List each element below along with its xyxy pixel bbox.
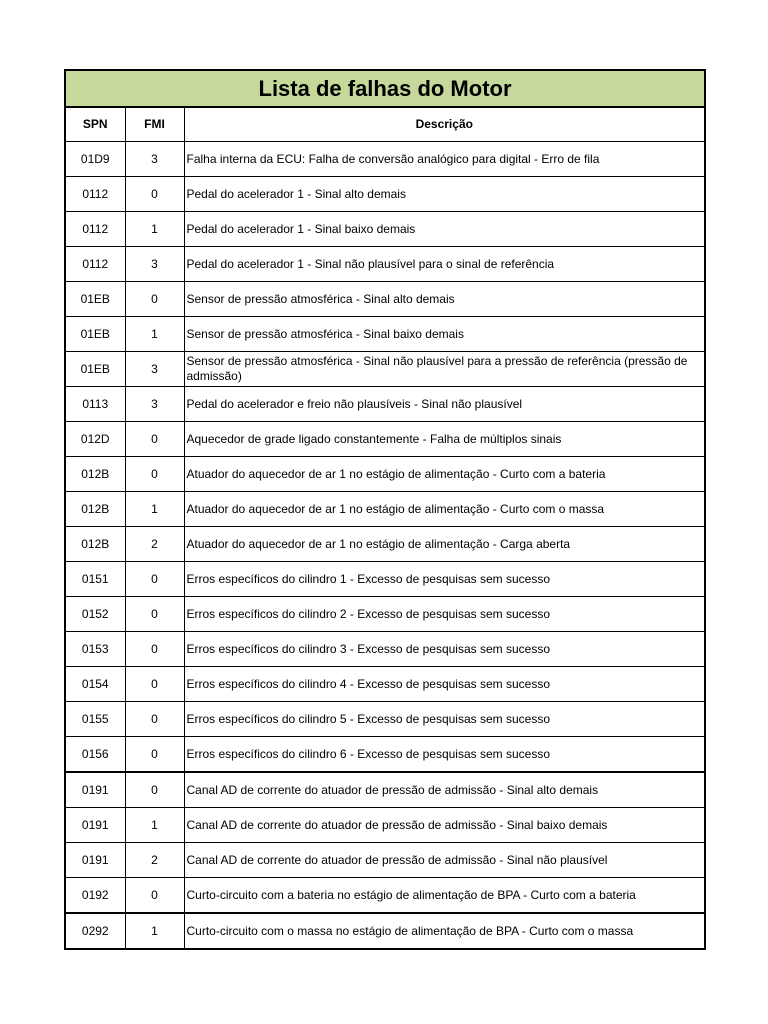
cell-description: Erros específicos do cilindro 4 - Excesso de pesquisas sem sucesso	[184, 667, 705, 702]
cell-description: Atuador do aquecedor de ar 1 no estágio de alimentação - Carga aberta	[184, 527, 705, 562]
cell-description: Canal AD de corrente do atuador de pressão de admissão - Sinal alto demais	[184, 772, 705, 808]
cell-fmi: 3	[125, 387, 184, 422]
cell-fmi: 1	[125, 317, 184, 352]
cell-description: Erros específicos do cilindro 1 - Excesso de pesquisas sem sucesso	[184, 562, 705, 597]
cell-description: Erros específicos do cilindro 5 - Excesso de pesquisas sem sucesso	[184, 702, 705, 737]
cell-fmi: 1	[125, 808, 184, 843]
cell-fmi: 0	[125, 422, 184, 457]
cell-fmi: 2	[125, 527, 184, 562]
cell-fmi: 3	[125, 352, 184, 387]
cell-spn: 0152	[65, 597, 125, 632]
cell-spn: 012B	[65, 457, 125, 492]
cell-spn: 0151	[65, 562, 125, 597]
cell-description: Erros específicos do cilindro 2 - Excesso de pesquisas sem sucesso	[184, 597, 705, 632]
cell-fmi: 1	[125, 492, 184, 527]
cell-spn: 012B	[65, 492, 125, 527]
cell-fmi: 0	[125, 562, 184, 597]
cell-spn: 0192	[65, 878, 125, 914]
cell-description: Canal AD de corrente do atuador de pressão de admissão - Sinal não plausível	[184, 843, 705, 878]
cell-description: Sensor de pressão atmosférica - Sinal baixo demais	[184, 317, 705, 352]
cell-spn: 0155	[65, 702, 125, 737]
cell-fmi: 0	[125, 667, 184, 702]
header-row	[65, 107, 705, 142]
cell-spn: 0191	[65, 808, 125, 843]
cell-description: Sensor de pressão atmosférica - Sinal alto demais	[184, 282, 705, 317]
cell-spn: 0292	[65, 913, 125, 949]
cell-description: Canal AD de corrente do atuador de pressão de admissão - Sinal baixo demais	[184, 808, 705, 843]
cell-description: Pedal do acelerador 1 - Sinal alto demais	[184, 177, 705, 212]
cell-fmi: 3	[125, 247, 184, 282]
cell-description: Aquecedor de grade ligado constantemente - Falha de múltiplos sinais	[184, 422, 705, 457]
fault-rows	[65, 142, 705, 950]
cell-description: Curto-circuito com a bateria no estágio de alimentação de BPA - Curto com a bateria	[184, 878, 705, 914]
cell-fmi: 1	[125, 212, 184, 247]
cell-spn: 0154	[65, 667, 125, 702]
cell-fmi: 0	[125, 632, 184, 667]
fault-list-sheet	[64, 69, 704, 950]
cell-fmi: 0	[125, 772, 184, 808]
cell-fmi: 0	[125, 878, 184, 914]
header-description: Descrição	[184, 107, 705, 142]
cell-description: Erros específicos do cilindro 6 - Excesso de pesquisas sem sucesso	[184, 737, 705, 773]
cell-spn: 01EB	[65, 352, 125, 387]
cell-spn: 0191	[65, 843, 125, 878]
header-spn: SPN	[65, 107, 125, 142]
cell-spn: 0153	[65, 632, 125, 667]
cell-fmi: 1	[125, 913, 184, 949]
cell-fmi: 0	[125, 282, 184, 317]
cell-fmi: 0	[125, 177, 184, 212]
cell-spn: 0112	[65, 247, 125, 282]
cell-description: Curto-circuito com o massa no estágio de alimentação de BPA - Curto com o massa	[184, 913, 705, 949]
cell-spn: 0156	[65, 737, 125, 773]
cell-spn: 0112	[65, 177, 125, 212]
cell-description: Pedal do acelerador 1 - Sinal baixo demais	[184, 212, 705, 247]
cell-description: Pedal do acelerador e freio não plausíveis - Sinal não plausível	[184, 387, 705, 422]
fault-table	[64, 69, 706, 950]
cell-spn: 0191	[65, 772, 125, 808]
header-fmi: FMI	[125, 107, 184, 142]
cell-fmi: 0	[125, 457, 184, 492]
cell-spn: 01EB	[65, 282, 125, 317]
cell-description: Erros específicos do cilindro 3 - Excesso de pesquisas sem sucesso	[184, 632, 705, 667]
cell-fmi: 0	[125, 737, 184, 773]
cell-fmi: 0	[125, 702, 184, 737]
cell-fmi: 2	[125, 843, 184, 878]
cell-description: Sensor de pressão atmosférica - Sinal não plausível para a pressão de referência (pressão de admissão)	[184, 352, 705, 387]
cell-spn: 012B	[65, 527, 125, 562]
cell-description: Atuador do aquecedor de ar 1 no estágio de alimentação - Curto com a bateria	[184, 457, 705, 492]
cell-fmi: 0	[125, 597, 184, 632]
cell-description: Atuador do aquecedor de ar 1 no estágio de alimentação - Curto com o massa	[184, 492, 705, 527]
cell-fmi: 3	[125, 142, 184, 177]
title-row	[65, 70, 705, 107]
cell-description: Pedal do acelerador 1 - Sinal não plausível para o sinal de referência	[184, 247, 705, 282]
table-title: Lista de falhas do Motor	[65, 70, 705, 107]
cell-spn: 0112	[65, 212, 125, 247]
cell-description: Falha interna da ECU: Falha de conversão analógico para digital - Erro de fila	[184, 142, 705, 177]
cell-spn: 012D	[65, 422, 125, 457]
cell-spn: 01EB	[65, 317, 125, 352]
cell-spn: 0113	[65, 387, 125, 422]
cell-spn: 01D9	[65, 142, 125, 177]
